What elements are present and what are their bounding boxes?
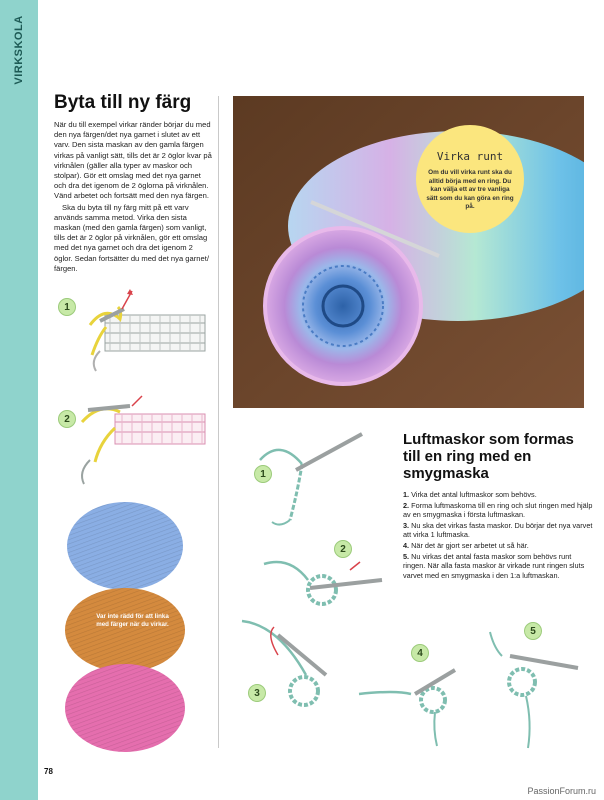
step-badge: 4 (411, 644, 429, 662)
step-item: 5. Nu virkas det antal fasta maskor som behövs runt ringen. När alla fasta maskor är virkade runt ringen sluts varvet med en smygmaska i den 1:a luftmaskan. (403, 551, 585, 580)
step-item: 1. Virka det antal luftmaskor som behövs. (403, 490, 537, 499)
section-label: VIRKSKOLA (13, 15, 25, 85)
step-badge: 3 (248, 684, 266, 702)
step-badge: 1 (254, 465, 272, 483)
chain-illustration-2 (260, 540, 390, 620)
paragraph: När du till exempel virkar ränder börjar du med den nya färgen/det nya garnet i slutet av ett varv. Den sista maskan av den gamla färgen virkas på vanligt sätt, tills det är 2 öglor kvar på virknålen (gäller alla typer av maskor och stolpar). Gör ett omslag med det nya garnet och dra det igenom de 2 öglorna på virknålen. Vänd arbetet och fortsätt med den nya färgen. (54, 120, 212, 201)
color-change-illustration-1 (60, 285, 210, 380)
step-item: 3. Nu ska det virkas fasta maskor. Du börjar det nya varvet att virka 1 luftmaska. (403, 520, 593, 540)
watermark: PassionForum.ru (527, 786, 596, 796)
step-badge: 5 (524, 622, 542, 640)
chain-illustration-3 (238, 615, 348, 735)
step-badge: 1 (58, 298, 76, 316)
page-number: 78 (44, 767, 53, 776)
tip-text: Om du vill virka runt ska du alltid börja med en ring. Du kan välja ett av tre vanliga sätt som du kan göra en ring på. (426, 169, 514, 211)
chain-illustration-4 (355, 650, 475, 750)
step-item: 2. Forma luftmaskorna till en ring och slut ringen med hjälp av en smygmaska i första luftmaskan. (403, 500, 593, 520)
column-divider (218, 96, 219, 748)
step-badge: 2 (334, 540, 352, 558)
article-title-chain-ring: Luftmaskor som formas till en ring med en smygmaska (403, 431, 574, 482)
tip-bubble (416, 125, 524, 233)
article-title-color-change: Byta till ny färg (54, 92, 192, 113)
chain-illustration-1 (250, 430, 380, 530)
step-item: 4. När det är gjort ser arbetet ut så här. (403, 540, 529, 550)
color-change-illustration-2 (60, 392, 210, 487)
paragraph: Ska du byta till ny färg mitt på ett varv används samma metod. Virka den sista maskan (med den gamla färgen) som vanligt, tills det är 2 öglor på virknålen, gör ett omslag med det nya garnet och dra det igenom 2 öglor. Sedan fortsätter du med det nya garnet/ färgen. (54, 202, 209, 273)
chain-illustration-5 (482, 612, 592, 752)
side-strip (0, 0, 38, 800)
yarn-caption: Var inte rädd för att linka med färger när du virkar. (96, 613, 169, 628)
step-badge: 2 (58, 410, 76, 428)
crochet-circle-photo (233, 96, 584, 408)
step-list (403, 490, 593, 581)
tip-title: Virka runt (436, 150, 504, 163)
article-body-color-change (54, 120, 212, 275)
